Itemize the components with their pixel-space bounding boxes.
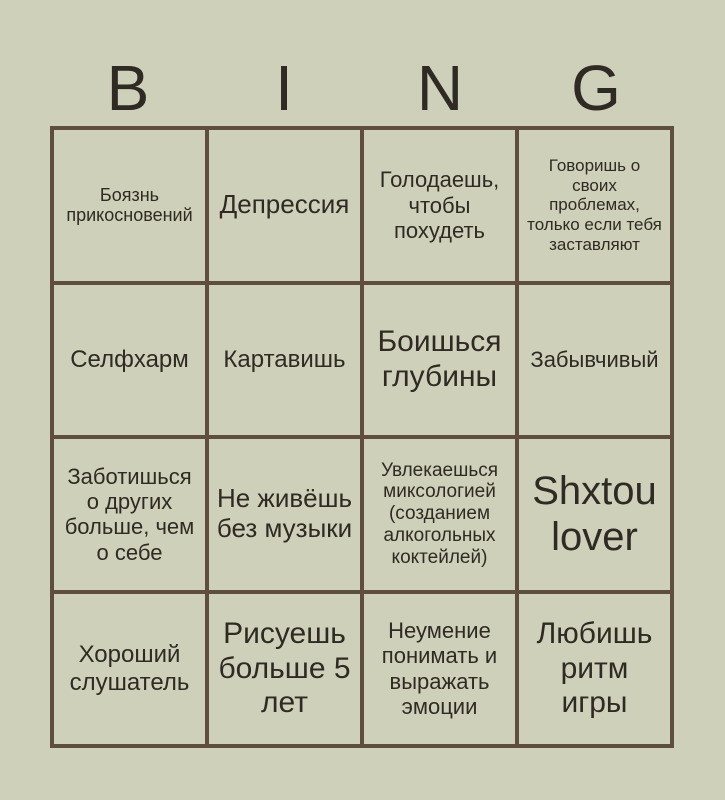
bingo-cell-label: Боишься глубины bbox=[377, 325, 502, 393]
bingo-cell-label: Shxtou lover bbox=[532, 469, 657, 560]
bingo-board bbox=[50, 126, 674, 748]
bingo-cell-14[interactable] bbox=[209, 594, 360, 745]
bingo-cell-12[interactable] bbox=[519, 439, 670, 590]
bingo-cell-label: Говоришь о своих проблемах, только если тебя заставляют bbox=[527, 156, 662, 254]
bingo-cell-label: Забывчивый bbox=[530, 347, 659, 373]
bingo-cell-label: Увлекаешься миксологией (созданием алкогольных коктейлей) bbox=[380, 459, 499, 569]
header-letter-b: B bbox=[106, 52, 150, 124]
bingo-cell-label: Заботишься о других больше, чем о себе bbox=[64, 463, 195, 565]
bingo-cell-9[interactable] bbox=[54, 439, 205, 590]
bingo-cell-label: Картавишь bbox=[223, 345, 346, 373]
bingo-header bbox=[50, 50, 674, 126]
bingo-cell-label: Любишь ритм игры bbox=[536, 617, 653, 719]
bingo-cell-label: Боязнь прикосновений bbox=[66, 184, 193, 226]
header-letter-i: I bbox=[275, 52, 293, 124]
bingo-cell-label: Не живёшь без музыки bbox=[216, 483, 353, 544]
header-letter-n: N bbox=[416, 52, 464, 124]
bingo-cell-3[interactable] bbox=[364, 130, 515, 281]
bingo-cell-7[interactable] bbox=[364, 285, 515, 436]
bingo-cell-11[interactable] bbox=[364, 439, 515, 590]
bingo-cell-6[interactable] bbox=[209, 285, 360, 436]
bingo-cell-15[interactable] bbox=[364, 594, 515, 745]
bingo-cell-8[interactable] bbox=[519, 285, 670, 436]
bingo-cell-10[interactable] bbox=[209, 439, 360, 590]
bingo-cell-5[interactable] bbox=[54, 285, 205, 436]
bingo-cell-1[interactable] bbox=[54, 130, 205, 281]
bingo-cell-label: Голодаешь, чтобы похудеть bbox=[379, 167, 500, 243]
bingo-cell-4[interactable] bbox=[519, 130, 670, 281]
bingo-cell-label: Депрессия bbox=[219, 189, 350, 220]
bingo-cell-16[interactable] bbox=[519, 594, 670, 745]
bingo-cell-label: Рисуешь больше 5 лет bbox=[218, 617, 351, 719]
bingo-cell-13[interactable] bbox=[54, 594, 205, 745]
header-letter-g: G bbox=[571, 52, 621, 124]
bingo-cell-label: Селфхарм bbox=[70, 345, 189, 373]
bingo-cell-label: Неумение понимать и выражать эмоции bbox=[381, 618, 498, 720]
bingo-cell-label: Хороший слушатель bbox=[69, 641, 190, 696]
bingo-cell-2[interactable] bbox=[209, 130, 360, 281]
